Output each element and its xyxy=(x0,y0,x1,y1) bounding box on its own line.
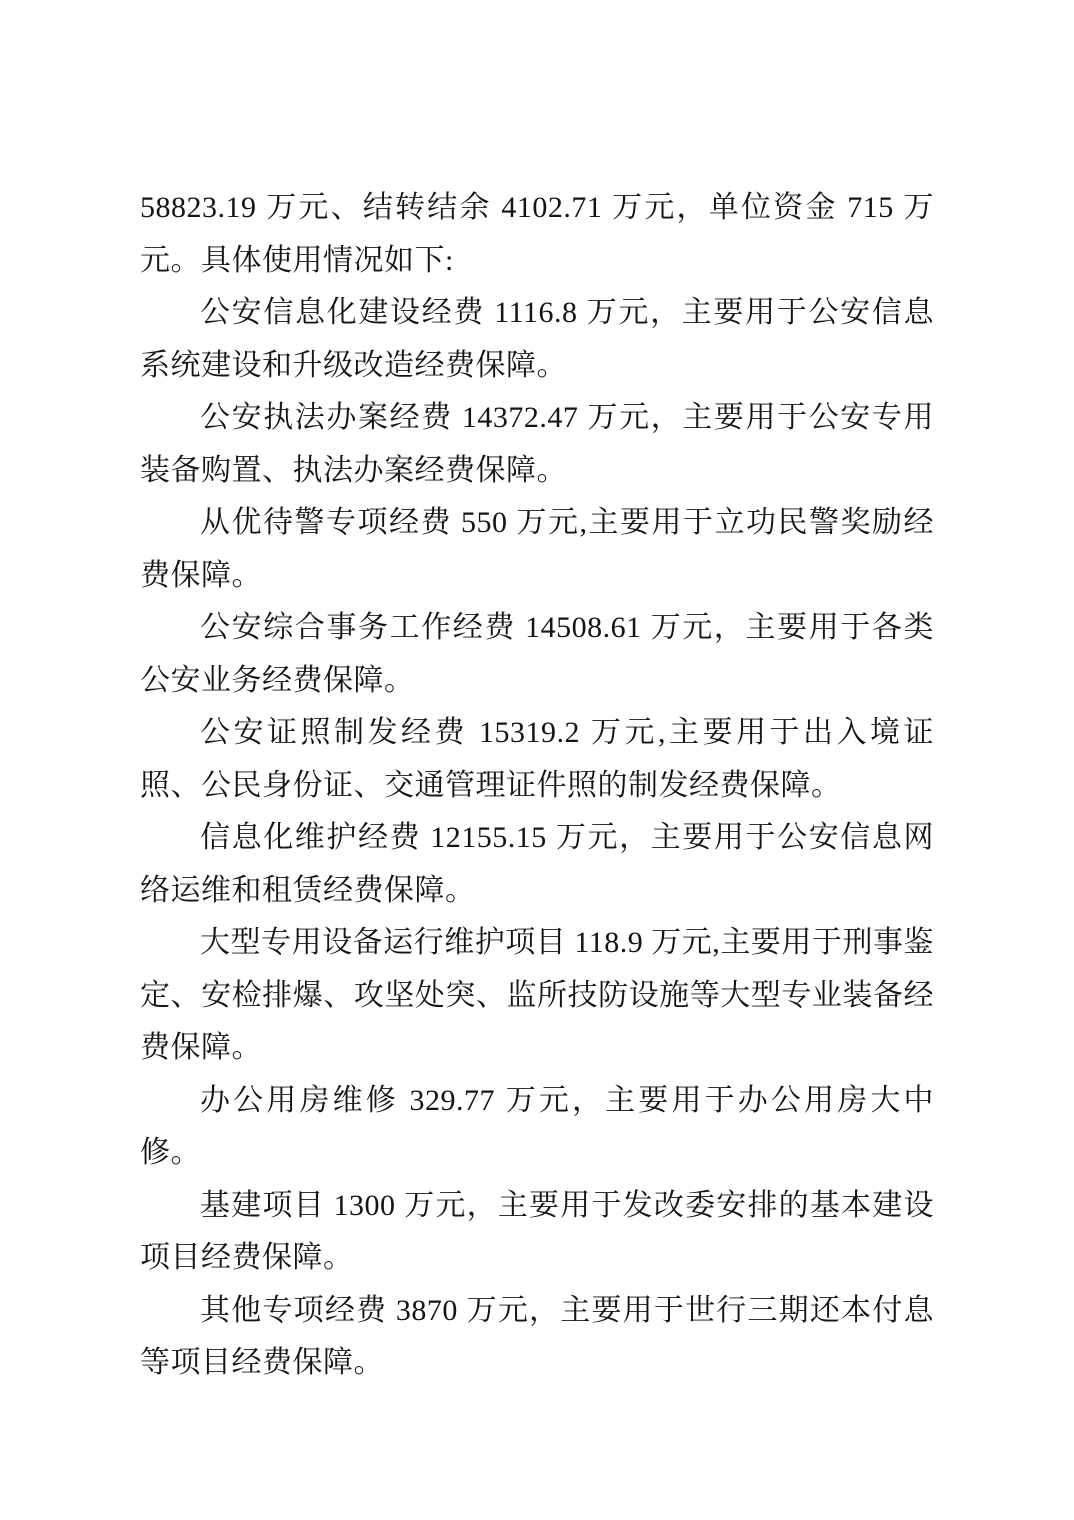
paragraph-police-welfare-funds: 从优待警专项经费 550 万元,主要用于立功民警奖励经费保障。 xyxy=(140,506,934,592)
paragraph-other-special-funds: 其他专项经费 3870 万元，主要用于世行三期还本付息等项目经费保障。 xyxy=(140,1293,934,1379)
paragraph-large-equipment-funds: 大型专用设备运行维护项目 118.9 万元,主要用于刑事鉴定、安检排爆、攻坚处突、监所技防设施等大型专业装备经费保障。 xyxy=(140,926,934,1064)
paragraph-infrastructure-funds: 基建项目 1300 万元，主要用于发改委安排的基本建设项目经费保障。 xyxy=(140,1188,934,1274)
paragraph-info-construction-funds: 公安信息化建设经费 1116.8 万元，主要用于公安信息系统建设和升级改造经费保障。 xyxy=(140,296,934,382)
paragraph-continuation: 58823.19 万元、结转结余 4102.71 万元，单位资金 715 万元。具体使用情况如下: xyxy=(140,191,934,277)
paragraph-it-maintenance-funds: 信息化维护经费 12155.15 万元，主要用于公安信息网络运维和租赁经费保障。 xyxy=(140,821,934,907)
paragraph-office-repair-funds: 办公用房维修 329.77 万元，主要用于办公用房大中修。 xyxy=(140,1083,934,1169)
paragraph-comprehensive-affairs-funds: 公安综合事务工作经费 14508.61 万元，主要用于各类公安业务经费保障。 xyxy=(140,611,934,697)
paragraph-certificate-issuance-funds: 公安证照制发经费 15319.2 万元,主要用于出入境证照、公民身份证、交通管理证件照的制发经费保障。 xyxy=(140,716,934,802)
text-block xyxy=(140,182,934,1390)
paragraph-law-enforcement-funds: 公安执法办案经费 14372.47 万元，主要用于公安专用装备购置、执法办案经费保障。 xyxy=(140,401,934,487)
